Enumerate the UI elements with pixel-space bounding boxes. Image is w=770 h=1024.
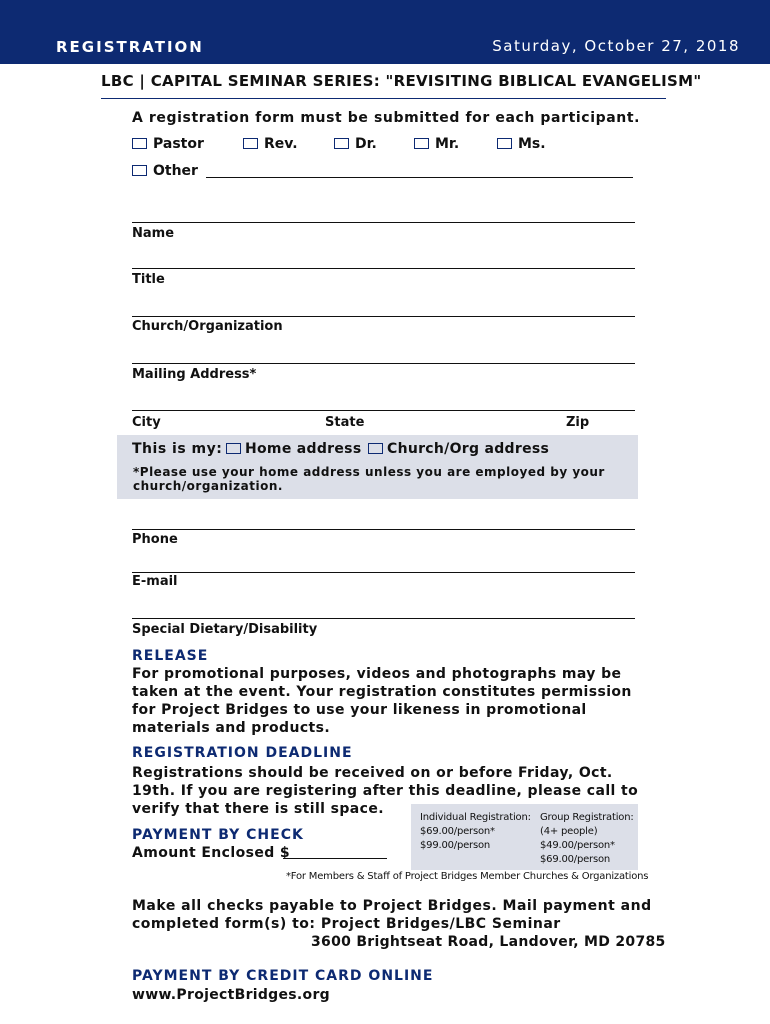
checkbox-label: Pastor: [153, 136, 204, 152]
checkbox-label: Ms.: [518, 136, 546, 152]
title-divider: [101, 98, 666, 99]
deadline-text: Registrations should be received on or before Friday, Oct. 19th. If you are registering after this deadline, please call to verify that there is still space.: [132, 765, 639, 817]
dietary-input-line[interactable]: [132, 618, 635, 619]
checkbox-box[interactable]: [414, 138, 429, 149]
group-size: (4+ people): [540, 826, 598, 837]
checkbox-label: Dr.: [355, 136, 377, 152]
individual-regular-price: $99.00/person: [420, 840, 491, 851]
checkbox-rev[interactable]: [243, 136, 298, 152]
checkbox-box[interactable]: [497, 138, 512, 149]
title-label: Title: [132, 272, 165, 287]
checkbox-pastor[interactable]: [132, 136, 204, 152]
pricing-footnote: *For Members & Staff of Project Bridges Member Churches & Organizations: [286, 871, 649, 882]
payment-check-heading: PAYMENT BY CHECK: [132, 827, 304, 843]
individual-member-price: $69.00/person*: [420, 826, 495, 837]
header-registration-label: REGISTRATION: [56, 38, 204, 56]
header-date: Saturday, October 27, 2018: [492, 37, 740, 55]
state-label: State: [325, 415, 365, 430]
intro-text: A registration form must be submitted for each participant.: [132, 110, 641, 126]
mailing-input-line[interactable]: [132, 363, 635, 364]
dietary-label: Special Dietary/Disability: [132, 622, 318, 637]
group-regular-price: $69.00/person: [540, 854, 611, 865]
amount-input-line[interactable]: [283, 858, 387, 859]
release-text: For promotional purposes, videos and photographs may be taken at the event. Your registration constitutes permission for Project Bridges to use your likeness in promotional materials and products.: [132, 666, 632, 736]
mail-instruction-line2: completed form(s) to: Project Bridges/LBC Seminar: [132, 916, 561, 932]
mail-address: 3600 Brightseat Road, Landover, MD 20785: [311, 934, 666, 950]
group-member-price: $49.00/person*: [540, 840, 615, 851]
zip-label: Zip: [566, 415, 590, 430]
church-input-line[interactable]: [132, 316, 635, 317]
checkbox-label: Other: [153, 163, 198, 179]
seminar-series-title: LBC | CAPITAL SEMINAR SERIES: "REVISITING BIBLICAL EVANGELISM": [101, 72, 702, 90]
checkbox-box[interactable]: [368, 443, 383, 454]
release-heading: RELEASE: [132, 648, 209, 664]
email-input-line[interactable]: [132, 572, 635, 573]
checkbox-box[interactable]: [334, 138, 349, 149]
checkbox-label: Rev.: [264, 136, 298, 152]
checkbox-church-address[interactable]: [368, 441, 549, 457]
checkbox-other[interactable]: [132, 163, 198, 179]
checkbox-ms[interactable]: [497, 136, 546, 152]
checkbox-box[interactable]: [243, 138, 258, 149]
checkbox-label: Church/Org address: [387, 441, 550, 457]
project-bridges-link[interactable]: www.ProjectBridges.org: [132, 987, 330, 1003]
other-input-line[interactable]: [206, 177, 633, 178]
deadline-heading: REGISTRATION DEADLINE: [132, 745, 353, 761]
checkbox-box[interactable]: [132, 138, 147, 149]
city-label: City: [132, 415, 161, 430]
name-label: Name: [132, 226, 175, 241]
amount-enclosed-label: Amount Enclosed $: [132, 845, 291, 861]
church-label: Church/Organization: [132, 319, 283, 334]
payment-online-heading: PAYMENT BY CREDIT CARD ONLINE: [132, 968, 434, 984]
checkbox-mr[interactable]: [414, 136, 459, 152]
checkbox-label: Mr.: [435, 136, 460, 152]
name-input-line[interactable]: [132, 222, 635, 223]
mail-instruction-line1: Make all checks payable to Project Bridges. Mail payment and: [132, 898, 652, 914]
group-registration-heading: Group Registration:: [540, 812, 634, 823]
checkbox-dr[interactable]: [334, 136, 377, 152]
phone-input-line[interactable]: [132, 529, 635, 530]
checkbox-home-address[interactable]: [226, 441, 361, 457]
address-note: *Please use your home address unless you are employed by your church/organization.: [133, 465, 605, 493]
individual-registration-heading: Individual Registration:: [420, 812, 531, 823]
checkbox-box[interactable]: [226, 443, 241, 454]
mailing-label: Mailing Address*: [132, 367, 257, 382]
checkbox-box[interactable]: [132, 165, 147, 176]
email-label: E-mail: [132, 574, 178, 589]
city-state-zip-input-line[interactable]: [132, 410, 635, 411]
checkbox-label: Home address: [245, 441, 362, 457]
address-type-prefix: This is my:: [132, 441, 223, 457]
title-input-line[interactable]: [132, 268, 635, 269]
phone-label: Phone: [132, 532, 178, 547]
